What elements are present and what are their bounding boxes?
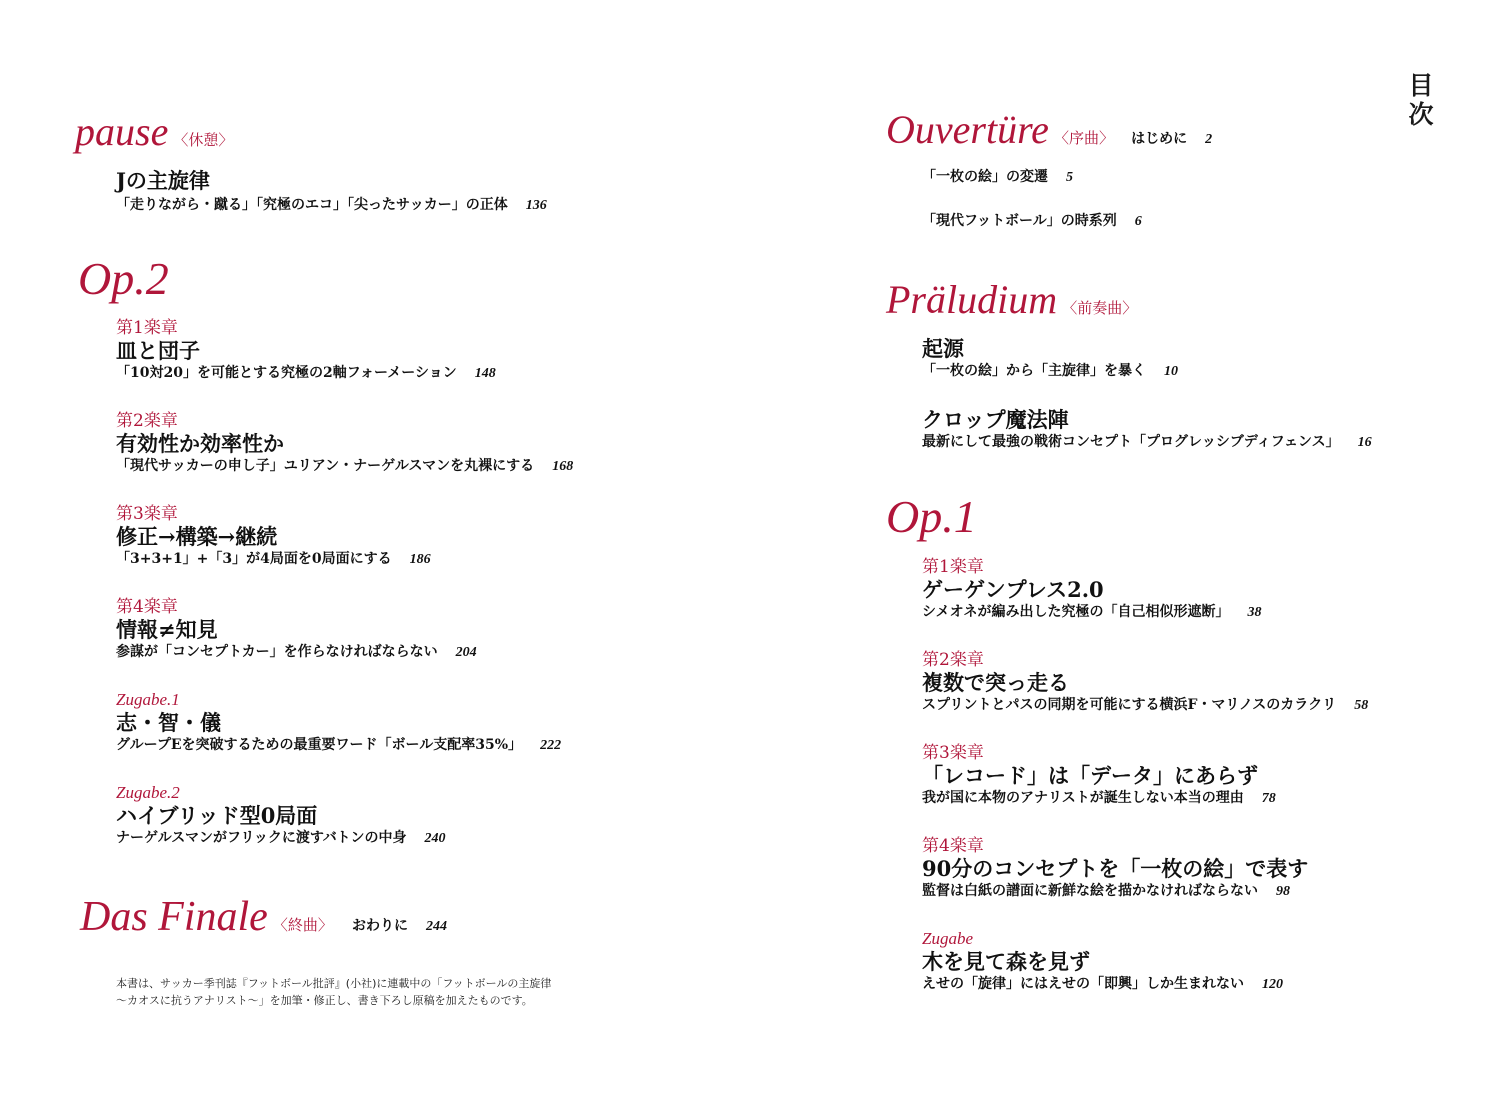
pause-heading-row bbox=[75, 109, 234, 154]
ouverture-heading-row bbox=[886, 107, 1213, 152]
page-number: 240 bbox=[424, 831, 446, 846]
entry-desc: 我が国に本物のアナリストが誕生しない本当の理由 bbox=[922, 790, 1244, 806]
entry-desc: えせの「旋律」にはえせの「即興」しか生まれない bbox=[922, 976, 1244, 992]
page-number: 222 bbox=[540, 738, 562, 753]
entry-desc: 「一枚の絵」から「主旋律」を暴く bbox=[922, 363, 1146, 379]
page-number: 204 bbox=[455, 645, 477, 660]
praeludium-heading: Präludium bbox=[886, 277, 1058, 322]
praeludium-entry-1 bbox=[922, 336, 1178, 381]
chapter-label: 第2楽章 bbox=[116, 411, 178, 431]
entry-title: 起源 bbox=[922, 336, 964, 361]
note-line: 本書は、サッカー季刊誌『フットボール批評』(小社)に連載中の「フットボールの主旋律 bbox=[116, 977, 552, 990]
op1-entry-1 bbox=[922, 557, 1261, 622]
page-number: 5 bbox=[1066, 170, 1073, 185]
page-number: 120 bbox=[1262, 977, 1283, 992]
ouverture-heading: Ouvertüre bbox=[886, 107, 1049, 152]
entry-title: クロップ魔法陣 bbox=[922, 407, 1069, 432]
finale-subtitle: 〈終曲〉 bbox=[272, 916, 333, 934]
chapter-label: Zugabe.2 bbox=[116, 783, 180, 802]
entry-title: ハイブリッド型0局面 bbox=[116, 803, 318, 828]
page-number: 2 bbox=[1205, 132, 1213, 147]
op1-entry-5 bbox=[922, 929, 1283, 994]
entry-desc: 最新にして最強の戦術コンセプト「プログレッシブディフェンス」 bbox=[922, 434, 1340, 450]
item-text: 「現代フットボール」の時系列 bbox=[922, 213, 1117, 229]
chapter-label: 第3楽章 bbox=[116, 504, 178, 524]
op2-entry-1 bbox=[116, 318, 496, 383]
op2-heading: Op.2 bbox=[78, 253, 169, 304]
entry-desc: 参謀が「コンセプトカー」を作らなければならない bbox=[116, 644, 438, 660]
entry-desc: 「3+3+1」+「3」が4局面を0局面にする bbox=[116, 551, 392, 567]
page-number: 38 bbox=[1247, 605, 1262, 620]
page-number: 98 bbox=[1276, 884, 1290, 899]
entry-title: ゲーゲンプレス2.0 bbox=[922, 577, 1104, 602]
entry-title: 「レコード」は「データ」にあらず bbox=[922, 763, 1258, 788]
entry-desc: 「走りながら・蹴る」「究極のエコ」「尖ったサッカー」の正体 bbox=[116, 197, 508, 213]
page-number: 136 bbox=[525, 198, 547, 213]
finale-heading: Das Finale bbox=[80, 894, 268, 940]
chapter-label: 第2楽章 bbox=[922, 650, 984, 670]
entry-title: 複数で突っ走る bbox=[922, 670, 1069, 695]
pause-subtitle: 〈休憩〉 bbox=[173, 131, 234, 149]
entry-title: 有効性か効率性か bbox=[116, 431, 284, 456]
page-number: 16 bbox=[1357, 435, 1372, 450]
page-number: 78 bbox=[1261, 791, 1276, 806]
op1-entry-4 bbox=[922, 836, 1308, 901]
praeludium-heading-row bbox=[886, 277, 1138, 322]
entry-title: 90分のコンセプトを「一枚の絵」で表す bbox=[922, 856, 1309, 881]
chapter-label: 第4楽章 bbox=[922, 836, 984, 856]
toc-vertical-title: 目次 bbox=[1405, 72, 1434, 130]
op2-entry-4 bbox=[116, 597, 477, 662]
entry-desc: シメオネが編み出した究極の「自己相似形遮断」 bbox=[922, 604, 1230, 620]
pause-heading: pause bbox=[75, 109, 169, 154]
op2-entry-2 bbox=[116, 411, 573, 476]
chapter-label: Zugabe bbox=[922, 929, 973, 948]
finale-heading-row bbox=[80, 896, 447, 938]
chapter-label: 第1楽章 bbox=[922, 557, 984, 577]
entry-desc: 「10対20」を可能とする究極の2軸フォーメーション bbox=[116, 365, 457, 381]
item-text: 「一枚の絵」の変遷 bbox=[922, 169, 1048, 185]
op2-entry-6 bbox=[116, 783, 446, 848]
page-number: 6 bbox=[1134, 214, 1142, 229]
page-number: 10 bbox=[1164, 364, 1178, 379]
chapter-label: Zugabe.1 bbox=[116, 690, 180, 709]
praeludium-subtitle: 〈前奏曲〉 bbox=[1062, 299, 1138, 317]
entry-desc: ナーゲルスマンがフリックに渡すバトンの中身 bbox=[116, 830, 407, 846]
op2-entry-3 bbox=[116, 504, 431, 569]
ouverture-text: はじめに bbox=[1131, 131, 1188, 147]
publication-note bbox=[116, 975, 551, 1009]
op1-entry-2 bbox=[922, 650, 1368, 715]
chapter-label: 第1楽章 bbox=[116, 318, 178, 338]
page-number: 148 bbox=[474, 366, 496, 381]
op1-heading: Op.1 bbox=[886, 491, 977, 542]
chapter-label: 第4楽章 bbox=[116, 597, 178, 617]
entry-title: 志・智・儀 bbox=[116, 710, 221, 735]
chapter-label: 第3楽章 bbox=[922, 743, 984, 763]
page-number: 58 bbox=[1354, 698, 1369, 713]
entry-title: 木を見て森を見ず bbox=[922, 949, 1090, 974]
entry-desc: グループEを突破するための最重要ワード「ボール支配率35%」 bbox=[116, 737, 523, 753]
op1-entry-3 bbox=[922, 743, 1276, 808]
entry-desc: 監督は白紙の譜面に新鮮な絵を描かなければならない bbox=[922, 883, 1258, 899]
ouverture-subtitle: 〈序曲〉 bbox=[1054, 129, 1115, 147]
ouverture-item-2 bbox=[922, 212, 1142, 231]
finale-text: おわりに bbox=[352, 918, 409, 934]
entry-desc: 「現代サッカーの申し子」ユリアン・ナーゲルスマンを丸裸にする bbox=[116, 458, 535, 474]
page-number: 244 bbox=[426, 919, 448, 934]
op2-entry-5 bbox=[116, 690, 561, 755]
entry-title: 修正→構築→継続 bbox=[116, 524, 278, 549]
page-number: 168 bbox=[552, 459, 574, 474]
entry-title: 皿と団子 bbox=[116, 338, 200, 363]
note-line: 〜カオスに抗うアナリスト〜」を加筆・修正し、書き下ろし原稿を加えたものです。 bbox=[116, 994, 533, 1007]
entry-desc: スプリントとパスの同期を可能にする横浜F・マリノスのカラクリ bbox=[922, 697, 1337, 713]
pause-entry bbox=[116, 168, 547, 215]
page-number: 186 bbox=[409, 552, 431, 567]
entry-title: Jの主旋律 bbox=[116, 168, 210, 193]
praeludium-entry-2 bbox=[922, 407, 1372, 452]
ouverture-item-1 bbox=[922, 168, 1073, 187]
entry-title: 情報≠知見 bbox=[116, 617, 218, 642]
